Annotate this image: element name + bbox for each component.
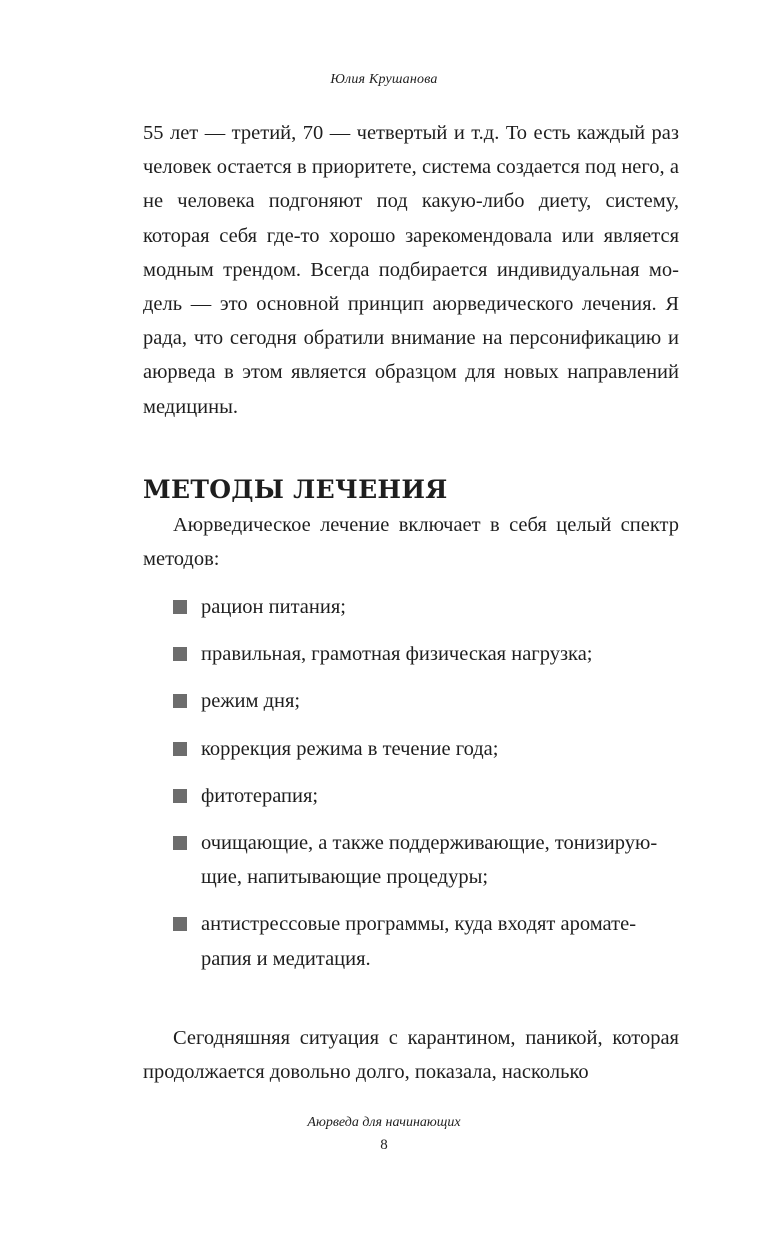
list-item <box>173 779 679 813</box>
square-bullet-icon <box>173 694 187 708</box>
list-item <box>173 590 679 624</box>
running-head-author: Юлия Крушанова <box>330 72 438 87</box>
list-item <box>173 907 679 975</box>
methods-list <box>173 590 679 989</box>
square-bullet-icon <box>173 600 187 614</box>
list-item-text: коррекция режима в течение года; <box>201 737 499 760</box>
list-item <box>173 637 679 671</box>
paragraph-text: 55 лет — третий, 70 — четвертый и т.д. То есть каждый раз человек остается в приоритете, система создается под него, а не человека подгоняют под какую-либо диету, систему, которая себя где-то хорошо зарекомендовала или является модным трендом. Всегда подбирается индивидуальная модель — это основной принцип аюрведического лечения. Я рада, что сегодня обратили внимание на персонификацию и аюрведа в этом является образцом для новых направлений медицины. <box>143 122 679 418</box>
closing-text: Сегодняшняя ситуация с карантином, паникой, которая продолжается довольно долго, показала, насколько <box>143 1027 679 1084</box>
closing-paragraph <box>143 1021 679 1089</box>
list-item-text: рацион питания; <box>201 596 346 618</box>
body-paragraph <box>143 116 679 424</box>
running-foot-book-title: Аюрведа для начинающих <box>307 1115 461 1130</box>
square-bullet-icon <box>173 789 187 803</box>
list-item-text: фитотерапия; <box>201 784 319 807</box>
square-bullet-icon <box>173 836 187 850</box>
square-bullet-icon <box>173 742 187 756</box>
list-item-text: антистрессовые программы, куда входят ароматерапия и медитация. <box>201 913 637 970</box>
list-item <box>173 684 679 718</box>
square-bullet-icon <box>173 647 187 661</box>
section-heading: МЕТОДЫ ЛЕЧЕНИЯ <box>143 475 448 504</box>
list-item <box>173 732 679 766</box>
page-number: 8 <box>380 1137 388 1153</box>
intro-paragraph <box>143 508 679 576</box>
list-item-text: очищающие, а также поддерживающие, тонизирующие, напитывающие процедуры; <box>201 832 658 889</box>
list-item <box>173 826 679 894</box>
list-item-text: режим дня; <box>201 690 301 713</box>
intro-text: Аюрведическое лечение включает в себя целый спектр методов: <box>143 514 679 571</box>
list-item-text: правильная, грамотная физическая нагрузка; <box>201 643 593 666</box>
square-bullet-icon <box>173 917 187 931</box>
